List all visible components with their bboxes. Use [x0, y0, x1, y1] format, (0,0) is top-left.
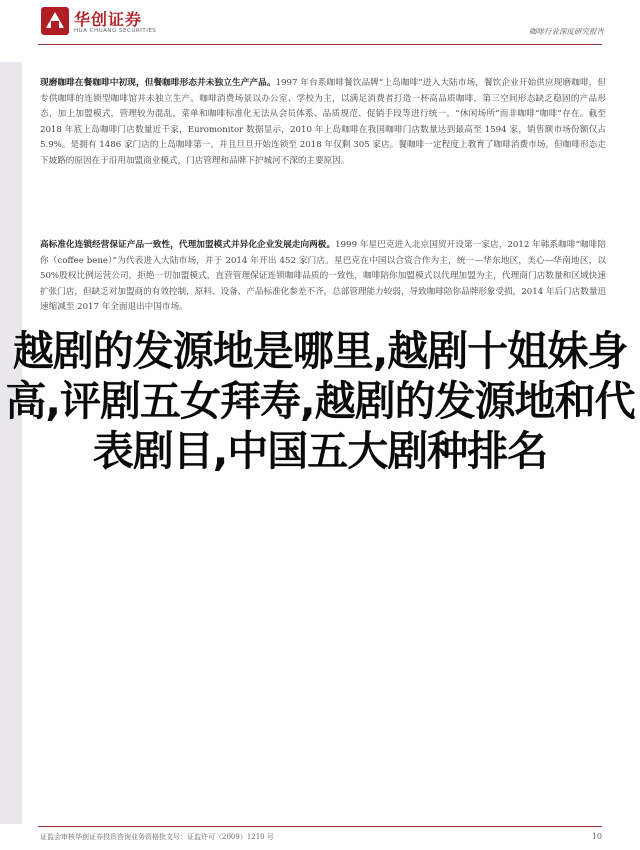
paragraph-2-text: 1999 年星巴克进入北京国贸开设第一家店，2012 年韩系咖啡“咖啡陪你（coffee bene）”为代表进入大陆市场，并于 2014 年开出 452 家门店。星巴克在中国以合资合作为主，统一—华东地区，美心—华南地区，以 50%股权比例运营公司，拒绝一切加盟模式，直营管理保证连锁咖啡品质的一致性，咖啡陪你加盟模式以代理加盟为主，代理商门店数量和区域快速扩张门店，但缺乏对加盟商的有效控制，原料、设备、产品标准化参差不齐，总部管理能力较弱，导致咖啡陪你品牌形象受损，2014 年后门店数量迅速缩减至 2017 年全面退出中国市场。	[40, 240, 607, 313]
report-type: 咖啡行业深度研究报告	[529, 27, 604, 36]
logo-mark-icon	[40, 6, 70, 36]
brand-name-cn: 华创证券	[74, 10, 143, 29]
header-divider	[38, 44, 602, 45]
paragraph-2-lead: 高标准化连锁经营保证产品一致性，代理加盟模式并异化企业发展走向两极。	[40, 240, 336, 250]
paragraph-1	[40, 76, 606, 170]
footer-divider	[38, 826, 602, 827]
paragraph-1-lead: 现磨咖啡在餐咖啡中初现，但餐咖啡形态并未独立生产产品。	[40, 78, 276, 88]
page-number: 10	[591, 832, 602, 841]
paragraph-1-text: 1997 年台系咖啡餐饮品牌“上岛咖啡”进入大陆市场，餐饮企业开始供应现磨咖啡，但专供咖啡的连锁型咖啡馆并未独立生产。咖啡消费场景以办公室、学校为主，以满足消费者打造一杯高品质咖啡，第三空间形态缺乏稳固的产品形态，加上加盟模式，管理较为混乱，菜单和咖啡标准化无法从会员体系、品质规范、促销手段等进行统一。“休闲场所”而非咖啡“咖啡”存在。截至 2018 年底上岛咖啡门店数量近千家，Euromonitor 数据显示，2010 年上岛咖啡在我国咖啡门店数量达到最高至 1594 家，销售额市场份额仅占 5.9%。是拥有 1486 家门店的上岛咖啡第一，并且旦旦开始连锁至 2018 年仅剩 305 家店。餐咖啡一定程度上教育了咖啡消费市场，但咖啡形态走下坡路的原因在于沿用加盟商业模式，门店管理和品牌下护城河不深的主要原因。	[40, 78, 606, 166]
brand-name-en: HUA CHUANG SECURITIES	[74, 28, 157, 34]
company-logo	[40, 6, 165, 42]
report-header	[0, 0, 640, 48]
paragraph-2	[40, 238, 606, 316]
overlay-title: 越剧的发源地是哪里,越剧十姐妹身高,评剧五女拜寿,越剧的发源地和代表剧目,中国五大剧种排名	[5, 327, 635, 475]
footer-license: 证监会审核华创证券投资咨询业务资格批文号：证监许可（2009）1210 号	[40, 833, 274, 841]
